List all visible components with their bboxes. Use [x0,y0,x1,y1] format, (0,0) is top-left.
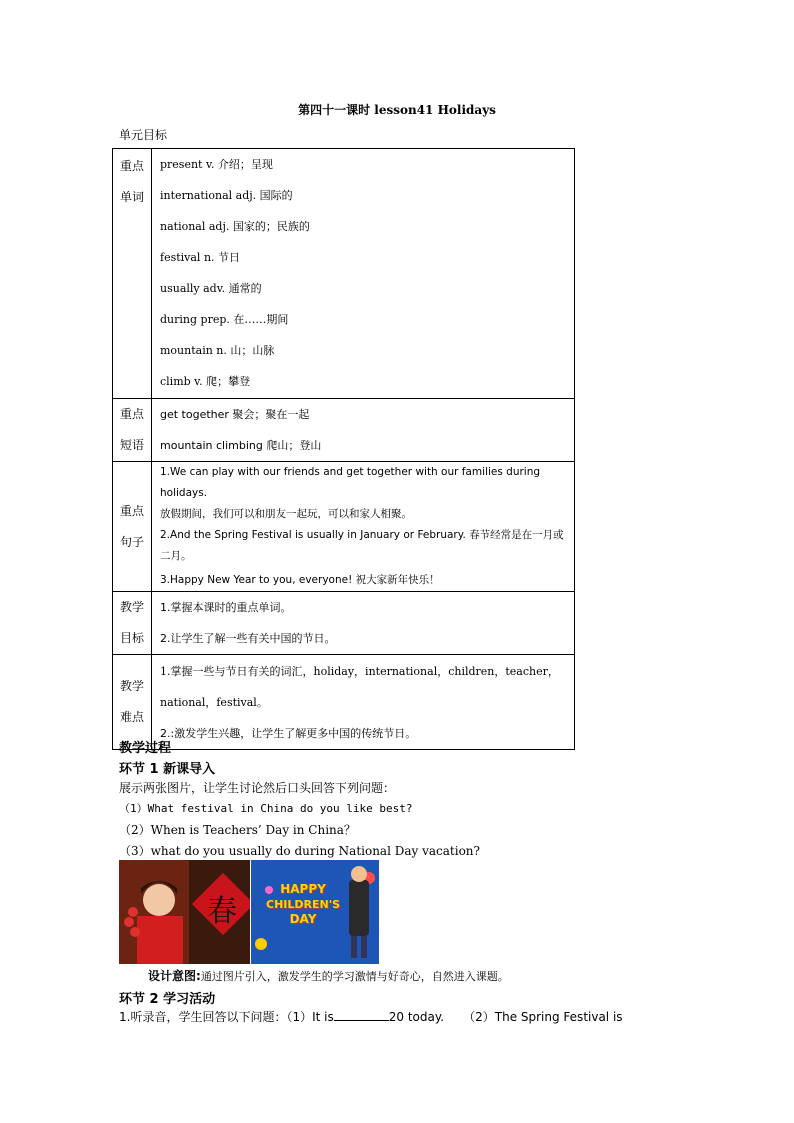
sentences-label: 重点 句子 [113,462,152,592]
unit-goal-label: 单元目标 [119,128,168,142]
difficult-list [152,655,575,750]
vocab-label: 重点 单词 [113,149,152,399]
childrens-day-text: HAPPY CHILDREN'S DAY [266,882,340,926]
list-item: international adj. 国际的 [160,189,293,202]
question-1: （1）What festival in China do you like best? [119,802,413,815]
list-item: 1.We can play with our friends and get together with our families during holidays. [160,466,541,499]
list-item: festival n. 节日 [160,251,241,264]
table-row-phrases [113,399,575,462]
table-row-sentences [113,462,575,592]
design-intent-label: 设计意图: [148,969,201,983]
sentences-list [152,462,575,592]
list-item: 二月。 [160,550,192,562]
list-item: 3.Happy New Year to you, everyone! 祝大家新年快乐！ [160,574,440,586]
list-item: 1.掌握一些与节日有关的词汇，holiday，international，children，teacher， [160,664,559,678]
spring-festival-image [119,860,250,964]
step2-question: 1.听录音，学生回答以下问题：（1）It is 20 today. （2）The Spring Festival is [119,1010,623,1024]
list-item: national，festival。 [160,695,268,709]
list-item: usually adv. 通常的 [160,282,262,295]
design-intent-text: 通过图片引入，激发学生的学习激情与好奇心，自然进入课题。 [200,970,509,983]
answer-blank[interactable] [334,1010,389,1021]
list-item: national adj. 国家的；民族的 [160,220,310,233]
page-title: 第四十一课时 lesson41 Holidays [298,103,496,117]
vocab-list [152,149,575,399]
list-item: present v. 介绍；呈现 [160,158,273,171]
question-3: （3）what do you usually do during National Day vacation? [119,844,480,858]
childrens-day-image [251,860,379,964]
list-item: 放假期间，我们可以和朋友一起玩，可以和家人相聚。 [160,508,412,520]
list-item: during prep. 在……期间 [160,313,289,326]
process-heading: 教学过程 [119,741,172,756]
table-row-vocab [113,149,575,399]
spring-character: 春 [207,894,237,929]
list-item: 2.:激发学生兴趣，让学生了解更多中国的传统节日。 [160,726,417,740]
phrases-list [152,399,575,462]
list-item: mountain climbing 爬山；登山 [160,439,322,452]
difficult-label: 教学 难点 [113,655,152,750]
list-item: mountain n. 山；山脉 [160,344,275,357]
list-item: 2.让学生了解一些有关中国的节日。 [160,632,336,645]
goals-label: 教学 目标 [113,592,152,655]
step1-heading: 环节 1 新课导入 [119,762,216,777]
list-item: get together 聚会；聚在一起 [160,408,310,421]
question-2: （2）When is Teachers’ Day in China？ [119,823,356,837]
step1-intro: 展示两张图片，让学生讨论然后口头回答下列问题： [119,781,396,795]
lesson-table [112,148,575,750]
step2-heading: 环节 2 学习活动 [119,992,216,1007]
table-row-difficult [113,655,575,750]
phrases-label: 重点 短语 [113,399,152,462]
design-intent [148,967,509,984]
list-item: climb v. 爬；攀登 [160,375,251,388]
list-item: 2.And the Spring Festival is usually in January or February. 春节经常是在一月或 [160,529,564,541]
list-item: 1.掌握本课时的重点单词。 [160,601,292,614]
goals-list [152,592,575,655]
table-row-goals [113,592,575,655]
